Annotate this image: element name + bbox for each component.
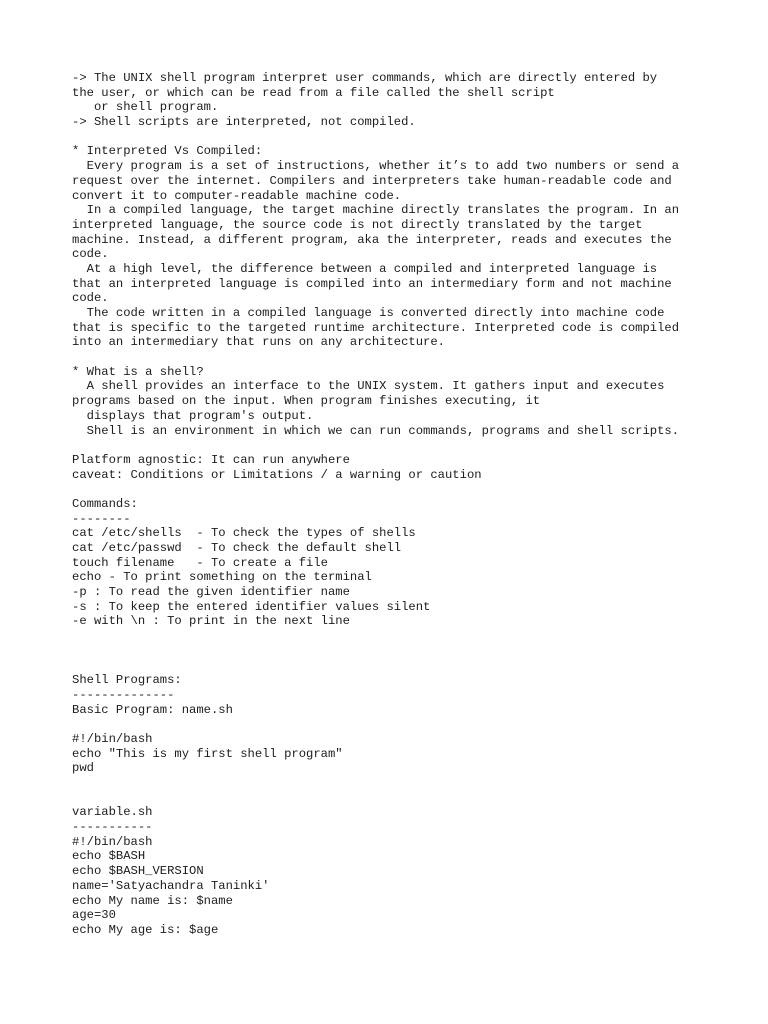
document-line: Platform agnostic: It can run anywhere — [72, 452, 350, 467]
document-line: age=30 — [72, 908, 116, 923]
document-line: The code written in a compiled language is converted directly into machine code — [72, 306, 665, 320]
document-line: #!/bin/bash — [72, 731, 153, 746]
document-text — [72, 71, 712, 938]
document-line: pwd — [72, 761, 94, 776]
document-line: echo $BASH_VERSION — [72, 864, 204, 879]
document-line: convert it to computer-readable machine code. — [72, 188, 402, 203]
document-line — [72, 130, 712, 145]
document-line: displays that program's output. — [72, 408, 314, 423]
document-line: -> The UNIX shell program interpret user commands, which are directly entered by — [72, 71, 658, 85]
document-line: machine. Instead, a different program, aka the interpreter, reads and executes the — [72, 232, 672, 247]
document-line: echo My age is: $age — [72, 922, 219, 937]
document-line: or shell program. — [72, 100, 219, 115]
document-line: that an interpreted language is compiled into an intermediary form and not machine — [72, 276, 672, 291]
document-line: * Interpreted Vs Compiled: — [72, 144, 263, 159]
document-line: variable.sh — [72, 805, 153, 820]
document-line: code. — [72, 247, 109, 262]
document-line: -p : To read the given identifier name — [72, 585, 350, 600]
document-line: code. — [72, 291, 109, 306]
document-line: interpreted language, the source code is not directly translated by the target — [72, 217, 643, 232]
document-line — [72, 629, 712, 644]
document-line — [72, 791, 712, 806]
document-line: At a high level, the difference between a compiled and interpreted language is — [72, 261, 658, 276]
document-line: request over the internet. Compilers and interpreters take human-readable code and — [72, 173, 672, 188]
document-line — [72, 644, 712, 659]
document-line: #!/bin/bash — [72, 834, 153, 849]
document-line: touch filename - To create a file — [72, 555, 328, 570]
document-line: ----------- — [72, 820, 153, 835]
document-line: name='Satyachandra Taninki' — [72, 878, 270, 893]
document-line: programs based on the input. When program finishes executing, it — [72, 394, 541, 409]
document-line: -------------- — [72, 687, 175, 702]
document-line: Commands: — [72, 496, 138, 511]
document-line: echo $BASH — [72, 849, 146, 864]
document-line — [72, 350, 712, 365]
document-line — [72, 659, 712, 674]
document-line: -------- — [72, 511, 131, 526]
document-line: Basic Program: name.sh — [72, 702, 233, 717]
document-line: Shell is an environment in which we can run commands, programs and shell scripts. — [72, 423, 680, 438]
document-line — [72, 717, 712, 732]
document-line: echo - To print something on the terminal — [72, 570, 372, 585]
document-line: Shell Programs: — [72, 673, 182, 688]
document-line: -e with \n : To print in the next line — [72, 614, 350, 629]
document-line: that is specific to the targeted runtime architecture. Interpreted code is compiled — [72, 320, 680, 335]
document-line: the user, or which can be read from a file called the shell script — [72, 85, 555, 100]
document-line: into an intermediary that runs on any architecture. — [72, 335, 445, 350]
document-line — [72, 438, 712, 453]
document-line: * What is a shell? — [72, 364, 204, 379]
document-line: In a compiled language, the target machine directly translates the program. In an — [72, 203, 680, 218]
document-line — [72, 776, 712, 791]
document-line: cat /etc/shells - To check the types of shells — [72, 526, 416, 541]
document-line: A shell provides an interface to the UNIX system. It gathers input and executes — [72, 379, 665, 394]
document-line: echo "This is my first shell program" — [72, 746, 343, 761]
document-line: caveat: Conditions or Limitations / a warning or caution — [72, 467, 482, 482]
document-line: echo My name is: $name — [72, 893, 233, 908]
document-line — [72, 482, 712, 497]
document-line: -s : To keep the entered identifier values silent — [72, 599, 431, 614]
document-line: Every program is a set of instructions, whether it’s to add two numbers or send a — [72, 159, 680, 174]
document-line: cat /etc/passwd - To check the default shell — [72, 541, 402, 555]
document-line: -> Shell scripts are interpreted, not compiled. — [72, 115, 416, 130]
